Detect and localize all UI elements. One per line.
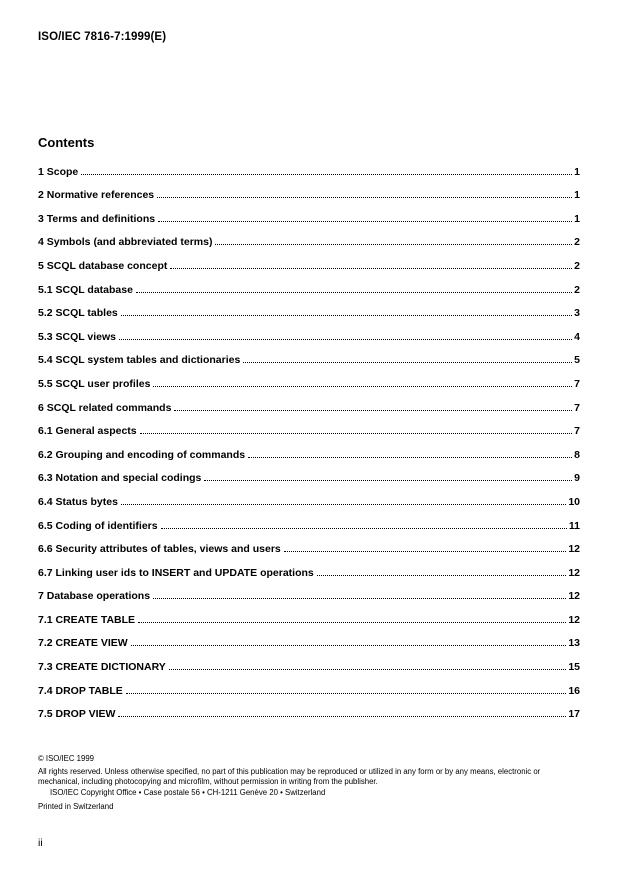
toc-entry xyxy=(38,161,580,185)
toc-entry-page: 1 xyxy=(574,189,580,202)
toc-entry-page: 2 xyxy=(574,283,580,296)
toc-entry-page: 1 xyxy=(574,165,580,178)
toc-leader-dots xyxy=(153,386,572,387)
document-reference: ISO/IEC 7816-7:1999(E) xyxy=(38,31,167,43)
page-number: ii xyxy=(38,837,43,849)
toc-leader-dots xyxy=(248,457,572,458)
toc-entry-page: 10 xyxy=(568,495,580,508)
toc-list xyxy=(38,161,580,727)
toc-entry-page: 15 xyxy=(568,661,580,674)
toc-entry-page: 11 xyxy=(568,519,580,532)
toc-entry xyxy=(38,680,580,704)
toc-entry-label: 6.4 Status bytes xyxy=(38,495,118,508)
toc-leader-dots xyxy=(169,669,567,670)
toc-leader-dots xyxy=(118,716,566,717)
toc-entry-label: 5.5 SCQL user profiles xyxy=(38,377,151,390)
toc-entry xyxy=(38,350,580,374)
toc-leader-dots xyxy=(174,410,572,411)
toc-entry-label: 7.5 DROP VIEW xyxy=(38,708,116,721)
toc-entry-page: 17 xyxy=(568,708,580,721)
toc-entry-page: 12 xyxy=(568,590,580,603)
toc-entry-label: 4 Symbols (and abbreviated terms) xyxy=(38,236,213,249)
toc-entry-label: 7.2 CREATE VIEW xyxy=(38,637,128,650)
toc-entry xyxy=(38,397,580,421)
toc-entry-label: 6.5 Coding of identifiers xyxy=(38,519,158,532)
toc-leader-dots xyxy=(284,551,567,552)
toc-entry-page: 1 xyxy=(574,212,580,225)
toc-entry-label: 6.3 Notation and special codings xyxy=(38,472,202,485)
printed-in-statement: Printed in Switzerland xyxy=(38,801,114,811)
toc-entry xyxy=(38,444,580,468)
toc-entry xyxy=(38,656,580,680)
toc-entry-page: 8 xyxy=(574,448,580,461)
toc-entry xyxy=(38,586,580,610)
toc-leader-dots xyxy=(161,528,567,529)
toc-entry-label: 5.3 SCQL views xyxy=(38,330,117,343)
toc-entry xyxy=(38,609,580,633)
toc-leader-dots xyxy=(131,645,567,646)
copyright-notice: © ISO/IEC 1999 xyxy=(38,754,95,763)
toc-entry-label: 5.2 SCQL tables xyxy=(38,307,118,320)
toc-leader-dots xyxy=(158,221,572,222)
toc-entry-page: 12 xyxy=(568,613,580,626)
toc-leader-dots xyxy=(119,339,572,340)
toc-entry-label: 5.4 SCQL system tables and dictionaries xyxy=(38,354,241,367)
toc-entry xyxy=(38,491,580,515)
toc-entry xyxy=(38,421,580,445)
rights-statement: All rights reserved. Unless otherwise specified, no part of this publication may be reproduced or utilized in any form or by any means, electronic or mechanical, including photocopying and microfilm, without permission in writing from the publisher. xyxy=(38,766,541,786)
toc-leader-dots xyxy=(140,433,573,434)
toc-entry xyxy=(38,279,580,303)
toc-entry xyxy=(38,326,580,350)
toc-entry xyxy=(38,704,580,728)
toc-entry xyxy=(38,303,580,327)
toc-entry-label: 1 Scope xyxy=(38,165,79,178)
toc-entry-label: 6.2 Grouping and encoding of commands xyxy=(38,448,246,461)
toc-entry-page: 2 xyxy=(574,236,580,249)
toc-leader-dots xyxy=(317,575,567,576)
toc-leader-dots xyxy=(138,622,566,623)
toc-leader-dots xyxy=(153,598,566,599)
toc-entry-label: 6 SCQL related commands xyxy=(38,401,172,414)
toc-entry-label: 6.6 Security attributes of tables, views and users xyxy=(38,543,281,556)
toc-leader-dots xyxy=(157,197,572,198)
toc-leader-dots xyxy=(121,315,572,316)
toc-entry-label: 6.1 General aspects xyxy=(38,425,137,438)
toc-entry-label: 5.1 SCQL database xyxy=(38,283,133,296)
toc-entry-page: 12 xyxy=(568,566,580,579)
toc-entry-label: 2 Normative references xyxy=(38,189,155,202)
toc-leader-dots xyxy=(204,480,572,481)
toc-entry-page: 16 xyxy=(568,684,580,697)
toc-entry-page: 2 xyxy=(574,259,580,272)
toc-entry-label: 7.1 CREATE TABLE xyxy=(38,613,136,626)
toc-entry-label: 7.4 DROP TABLE xyxy=(38,684,123,697)
toc-entry-page: 9 xyxy=(574,472,580,485)
toc-entry-label: 5 SCQL database concept xyxy=(38,259,168,272)
toc-entry-page: 7 xyxy=(574,401,580,414)
toc-entry xyxy=(38,562,580,586)
toc-entry-label: 7.3 CREATE DICTIONARY xyxy=(38,661,166,674)
toc-entry xyxy=(38,468,580,492)
page-footer xyxy=(38,754,580,812)
toc-entry xyxy=(38,208,580,232)
toc-entry-page: 7 xyxy=(574,377,580,390)
toc-entry-label: 7 Database operations xyxy=(38,590,151,603)
toc-leader-dots xyxy=(170,268,572,269)
toc-entry-label: 3 Terms and definitions xyxy=(38,212,156,225)
toc-entry xyxy=(38,539,580,563)
toc-entry xyxy=(38,255,580,279)
toc-entry xyxy=(38,515,580,539)
toc-entry xyxy=(38,185,580,209)
toc-entry xyxy=(38,373,580,397)
toc-entry-page: 5 xyxy=(574,354,580,367)
toc-entry-page: 3 xyxy=(574,307,580,320)
toc-leader-dots xyxy=(81,174,572,175)
toc-entry-page: 12 xyxy=(568,543,580,556)
toc-leader-dots xyxy=(136,292,572,293)
toc-entry-page: 4 xyxy=(574,330,580,343)
toc-leader-dots xyxy=(126,693,567,694)
copyright-office-address: ISO/IEC Copyright Office • Case postale 56 • CH-1211 Genève 20 • Switzerland xyxy=(50,787,326,797)
toc-leader-dots xyxy=(121,504,566,505)
toc-entry xyxy=(38,232,580,256)
toc-entry-page: 7 xyxy=(574,425,580,438)
toc-entry-page: 13 xyxy=(568,637,580,650)
toc-leader-dots xyxy=(243,362,572,363)
toc-leader-dots xyxy=(215,244,572,245)
toc-entry xyxy=(38,633,580,657)
toc-entry-label: 6.7 Linking user ids to INSERT and UPDATE operations xyxy=(38,566,314,579)
contents-heading: Contents xyxy=(38,135,95,150)
